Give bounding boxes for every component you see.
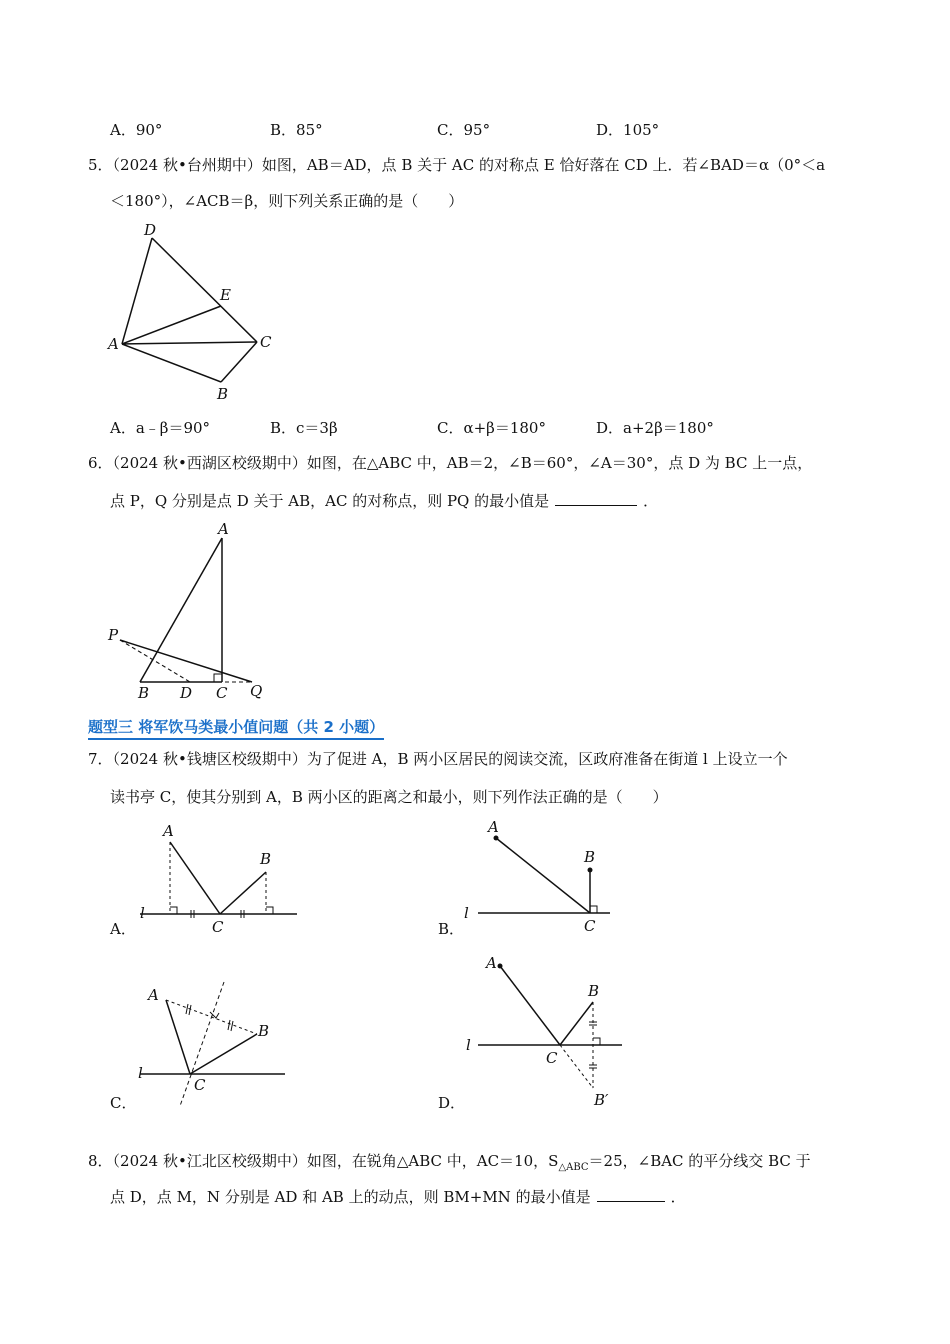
q7-figure-d [460,950,635,1110]
q5-source: （2024 秋•台州期中）如图， [112,156,307,174]
q7b-label-b: B [584,848,596,866]
q8-subscript: △ABC [558,1162,589,1173]
q5-option-a: A．a﹣β＝90° [110,419,211,437]
q7-option-c: C． [110,1094,137,1112]
q5-label-d: D [144,221,157,239]
q5-label-b: B [217,385,229,403]
q8-number: 8． [88,1152,113,1170]
section-title: 题型三 将军饮马类最小值问题（共 2 小题） [88,716,384,740]
q5-text1: AB＝AD，点 B 关于 AC 的对称点 E 恰好落在 CD 上．若∠BAD＝α（0°＜a [306,156,826,174]
q7c-label-c: C [194,1076,206,1094]
q5-line2: ＜180°），∠ACB＝β，则下列关系正确的是（ ） [110,192,464,210]
q5-label-a: A [108,335,119,353]
q6-number: 6． [88,454,113,472]
q6-line1 [88,452,812,474]
q7c-label-a: A [148,986,159,1004]
q7d-label-c: C [546,1049,558,1067]
q7b-label-l: l [464,904,469,922]
q6-label-d: D [180,684,193,702]
q7a-label-c: C [212,918,224,936]
q7a-label-l: l [140,904,145,922]
q5-option-c: C．α+β＝180° [437,419,546,437]
q5-number: 5． [88,156,113,174]
q6-figure [100,516,280,704]
q5-figure [100,218,290,408]
q7-number: 7． [88,750,113,768]
q8-text2: 点 D，点 M，N 分别是 AD 和 AB 上的动点，则 BM+MN 的最小值是 [110,1188,591,1206]
q5-label-c: C [260,333,272,351]
q7a-label-b: B [260,850,272,868]
q8-text1a: （2024 秋•江北区校级期中）如图，在锐角△ABC 中，AC＝10，S [112,1152,559,1170]
q7-figure-c [130,976,295,1108]
q7c-label-l: l [138,1064,143,1082]
q7-option-b: B． [438,920,465,938]
q4-option-d: D．105° [596,121,660,139]
q7d-label-a: A [486,954,497,972]
q6-label-p: P [108,626,119,644]
q4-option-b: B．85° [270,121,323,139]
q7-figure-a [130,816,305,938]
q6-label-b: B [138,684,150,702]
q4-option-c: C．95° [437,121,491,139]
q5-label-e: E [220,286,231,304]
q5-option-d: D．a+2β＝180° [596,419,714,437]
q6-label-a: A [218,520,229,538]
q8-line2 [110,1186,686,1208]
q7-option-d: D． [438,1094,466,1112]
q6-answer-blank[interactable] [555,491,637,506]
q8-answer-blank[interactable] [597,1187,665,1202]
q7c-label-b: B [258,1022,270,1040]
q7b-label-c: C [584,917,596,935]
q7-line2: 读书亭 C，使其分别到 A，B 两小区的距离之和最小，则下列作法正确的是（ ） [110,788,668,806]
q7d-label-bprime: B′ [594,1091,609,1109]
q7-option-a: A． [110,920,136,938]
q6-line2 [110,490,658,512]
q7d-label-l: l [466,1036,471,1054]
q6-label-c: C [216,684,228,702]
q7d-label-b: B [588,982,600,1000]
q7-figure-b [460,814,620,938]
q7a-label-a: A [163,822,174,840]
q6-text1: （2024 秋•西湖区校级期中）如图，在△ABC 中，AB＝2，∠B＝60°，∠A＝30°，点 D 为 BC 上一点， [112,454,813,472]
q6-label-q: Q [250,682,263,700]
q5-line1 [88,154,825,176]
q8-line1 [88,1150,811,1179]
q8-text1b: ＝25，∠BAC 的平分线交 BC 于 [588,1152,811,1170]
q8-text2-end: ． [670,1188,686,1206]
q7-text1: （2024 秋•钱塘区校级期中）为了促进 A，B 两小区居民的阅读交流，区政府准备在街道 l 上设立一个 [112,750,788,768]
q7-line1 [88,748,788,770]
q4-option-a: A．90° [110,121,163,139]
q7b-label-a: A [488,818,499,836]
q6-text2-end: ． [643,492,659,510]
q6-text2: 点 P，Q 分别是点 D 关于 AB，AC 的对称点，则 PQ 的最小值是 [110,492,550,510]
q5-option-b: B．c＝3β [270,419,338,437]
